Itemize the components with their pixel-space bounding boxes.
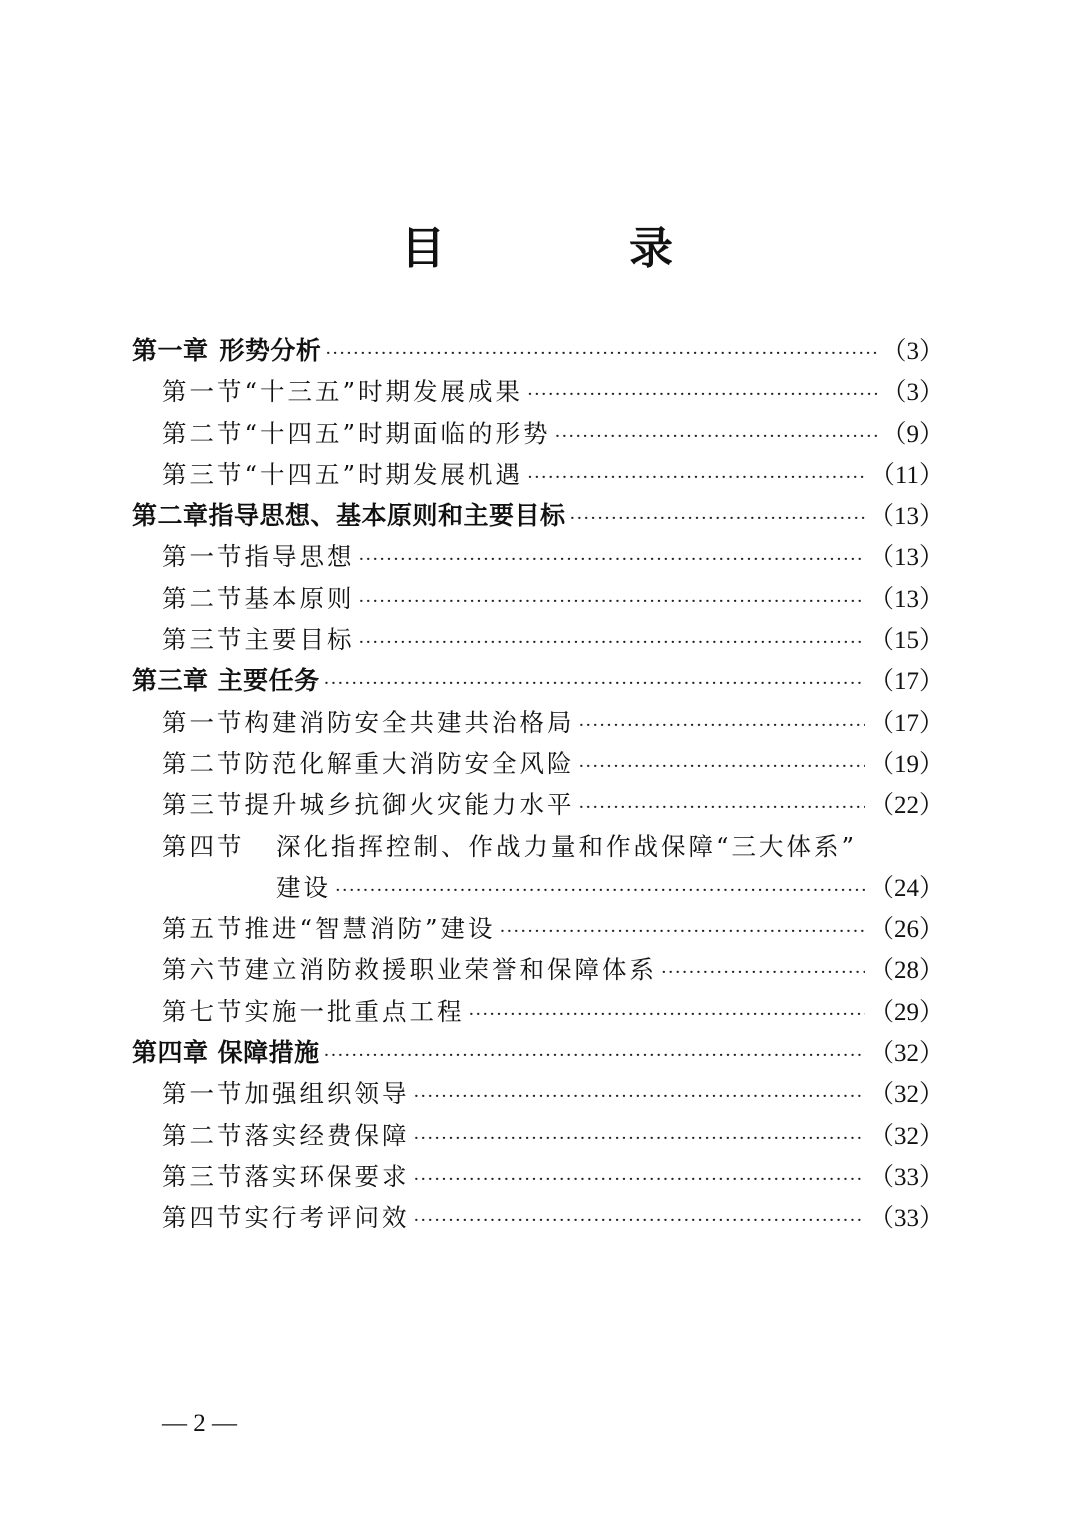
toc-label: 第七节 — [162, 996, 245, 1026]
toc-title: 基本原则 — [244, 583, 355, 613]
toc-label: 第二节 — [162, 1120, 245, 1150]
toc-section[interactable] — [132, 619, 944, 660]
toc-label: 第一节 — [162, 542, 245, 572]
dot-leader — [324, 1035, 865, 1076]
toc-label: 第四节 — [162, 831, 245, 861]
dot-leader — [414, 1200, 865, 1241]
toc-chapter[interactable] — [132, 495, 944, 536]
toc-page: （17） — [868, 709, 944, 737]
dot-leader — [570, 498, 865, 539]
toc-label: 第一节 — [162, 377, 245, 407]
toc-page: （13） — [868, 503, 944, 531]
toc-page: （32） — [868, 1040, 944, 1068]
toc-page: （9） — [881, 420, 944, 448]
toc-title: 落实环保要求 — [244, 1161, 410, 1191]
page-title: 目 录 — [401, 223, 743, 274]
toc-label: 第五节 — [162, 914, 245, 944]
toc-title: 实施一批重点工程 — [244, 996, 465, 1026]
toc-label: 第二节 — [162, 583, 245, 613]
dot-leader — [414, 1076, 865, 1117]
toc-title: 防范化解重大消防安全风险 — [244, 748, 575, 778]
toc-title: “十三五”时期发展成果 — [244, 377, 524, 407]
dot-leader — [335, 870, 865, 911]
dot-leader — [500, 911, 865, 952]
toc-page: （33） — [868, 1205, 944, 1233]
toc-page: （29） — [868, 998, 944, 1026]
toc-section[interactable] — [132, 1197, 944, 1238]
toc-title: 主要任务 — [217, 666, 320, 696]
toc-page: （32） — [868, 1122, 944, 1150]
toc-title: 建设 — [276, 872, 331, 902]
toc-label: 第二节 — [162, 748, 245, 778]
toc-section[interactable] — [132, 578, 944, 619]
dot-leader — [527, 457, 866, 498]
toc-chapter[interactable] — [132, 660, 944, 701]
toc-section[interactable] — [132, 413, 944, 454]
dot-leader — [579, 787, 865, 828]
toc-label: 第一章 — [132, 336, 209, 365]
toc-label: 第二节 — [162, 418, 245, 448]
toc-label: 第六节 — [162, 955, 245, 985]
dot-leader — [527, 374, 877, 415]
toc-title: 实行考评问效 — [244, 1203, 410, 1233]
toc-label: 第二章 — [132, 501, 209, 531]
toc-section[interactable] — [132, 826, 944, 867]
toc-section[interactable] — [132, 702, 944, 743]
dot-leader — [359, 622, 865, 663]
toc-page: （33） — [868, 1163, 944, 1191]
dot-leader — [325, 333, 877, 374]
dot-leader — [469, 994, 865, 1035]
toc-title: 建立消防救援职业荣誉和保障体系 — [244, 955, 657, 985]
toc-label: 第三节 — [162, 1161, 245, 1191]
toc-section[interactable] — [132, 1156, 944, 1197]
toc-chapter[interactable] — [132, 1032, 944, 1073]
toc-label: 第四章 — [132, 1038, 209, 1068]
toc-title: “十四五”时期面临的形势 — [244, 418, 551, 448]
toc-title: 主要目标 — [244, 625, 355, 655]
toc-title: 深化指挥控制、作战力量和作战保障“三大体系” — [276, 831, 858, 861]
toc-page: （13） — [868, 544, 944, 572]
dot-leader — [579, 705, 865, 746]
toc-section[interactable] — [132, 1115, 944, 1156]
toc-section[interactable] — [132, 743, 944, 784]
toc-label: 第一节 — [162, 707, 245, 737]
toc-label: 第三节 — [162, 790, 245, 820]
toc-page: （15） — [868, 627, 944, 655]
toc-label: 第三章 — [132, 666, 209, 696]
toc-title: 提升城乡抗御火灾能力水平 — [244, 790, 575, 820]
dot-leader — [414, 1159, 865, 1200]
toc-label: 第三节 — [162, 459, 245, 489]
toc-page: （3） — [881, 379, 944, 407]
toc-page: （22） — [868, 792, 944, 820]
toc-page: （3） — [881, 338, 944, 365]
toc-section-continued[interactable] — [132, 867, 944, 908]
toc-section[interactable] — [132, 991, 944, 1032]
dot-leader — [359, 581, 865, 622]
toc-title: “十四五”时期发展机遇 — [244, 459, 524, 489]
toc-page: （26） — [868, 916, 944, 944]
dot-leader — [324, 663, 865, 704]
toc-page: （11） — [869, 461, 944, 489]
toc-section[interactable] — [132, 454, 944, 495]
toc-section[interactable] — [132, 949, 944, 990]
toc-title: 加强组织领导 — [244, 1079, 410, 1109]
toc-label: 第一节 — [162, 1079, 245, 1109]
toc-page: （17） — [868, 668, 944, 696]
dot-leader — [579, 746, 865, 787]
toc-label: 第三节 — [162, 625, 245, 655]
toc-chapter[interactable] — [132, 330, 944, 371]
toc-title: 形势分析 — [219, 336, 322, 365]
page-number: — 2 — — [162, 1410, 237, 1437]
toc-title: 构建消防安全共建共治格局 — [244, 707, 575, 737]
toc-page: （19） — [868, 750, 944, 778]
dot-leader — [359, 539, 865, 580]
toc-page: （32） — [868, 1081, 944, 1109]
toc-section[interactable] — [132, 536, 944, 577]
toc-label: 第四节 — [162, 1203, 245, 1233]
dot-leader — [414, 1118, 865, 1159]
dot-leader — [555, 416, 878, 457]
toc-section[interactable] — [132, 1073, 944, 1114]
toc-page: （28） — [868, 957, 944, 985]
toc-title: 推进“智慧消防”建设 — [244, 914, 496, 944]
toc-page: （13） — [868, 585, 944, 613]
toc-page: （24） — [868, 874, 944, 902]
toc-title: 指导思想、基本原则和主要目标 — [208, 501, 566, 531]
toc-title: 保障措施 — [217, 1038, 320, 1068]
toc-section[interactable] — [132, 908, 944, 949]
table-of-contents — [132, 330, 944, 1239]
toc-title: 落实经费保障 — [244, 1120, 410, 1150]
toc-section[interactable] — [132, 784, 944, 825]
dot-leader — [661, 952, 865, 993]
toc-title: 指导思想 — [244, 542, 355, 572]
toc-section[interactable] — [132, 371, 944, 412]
